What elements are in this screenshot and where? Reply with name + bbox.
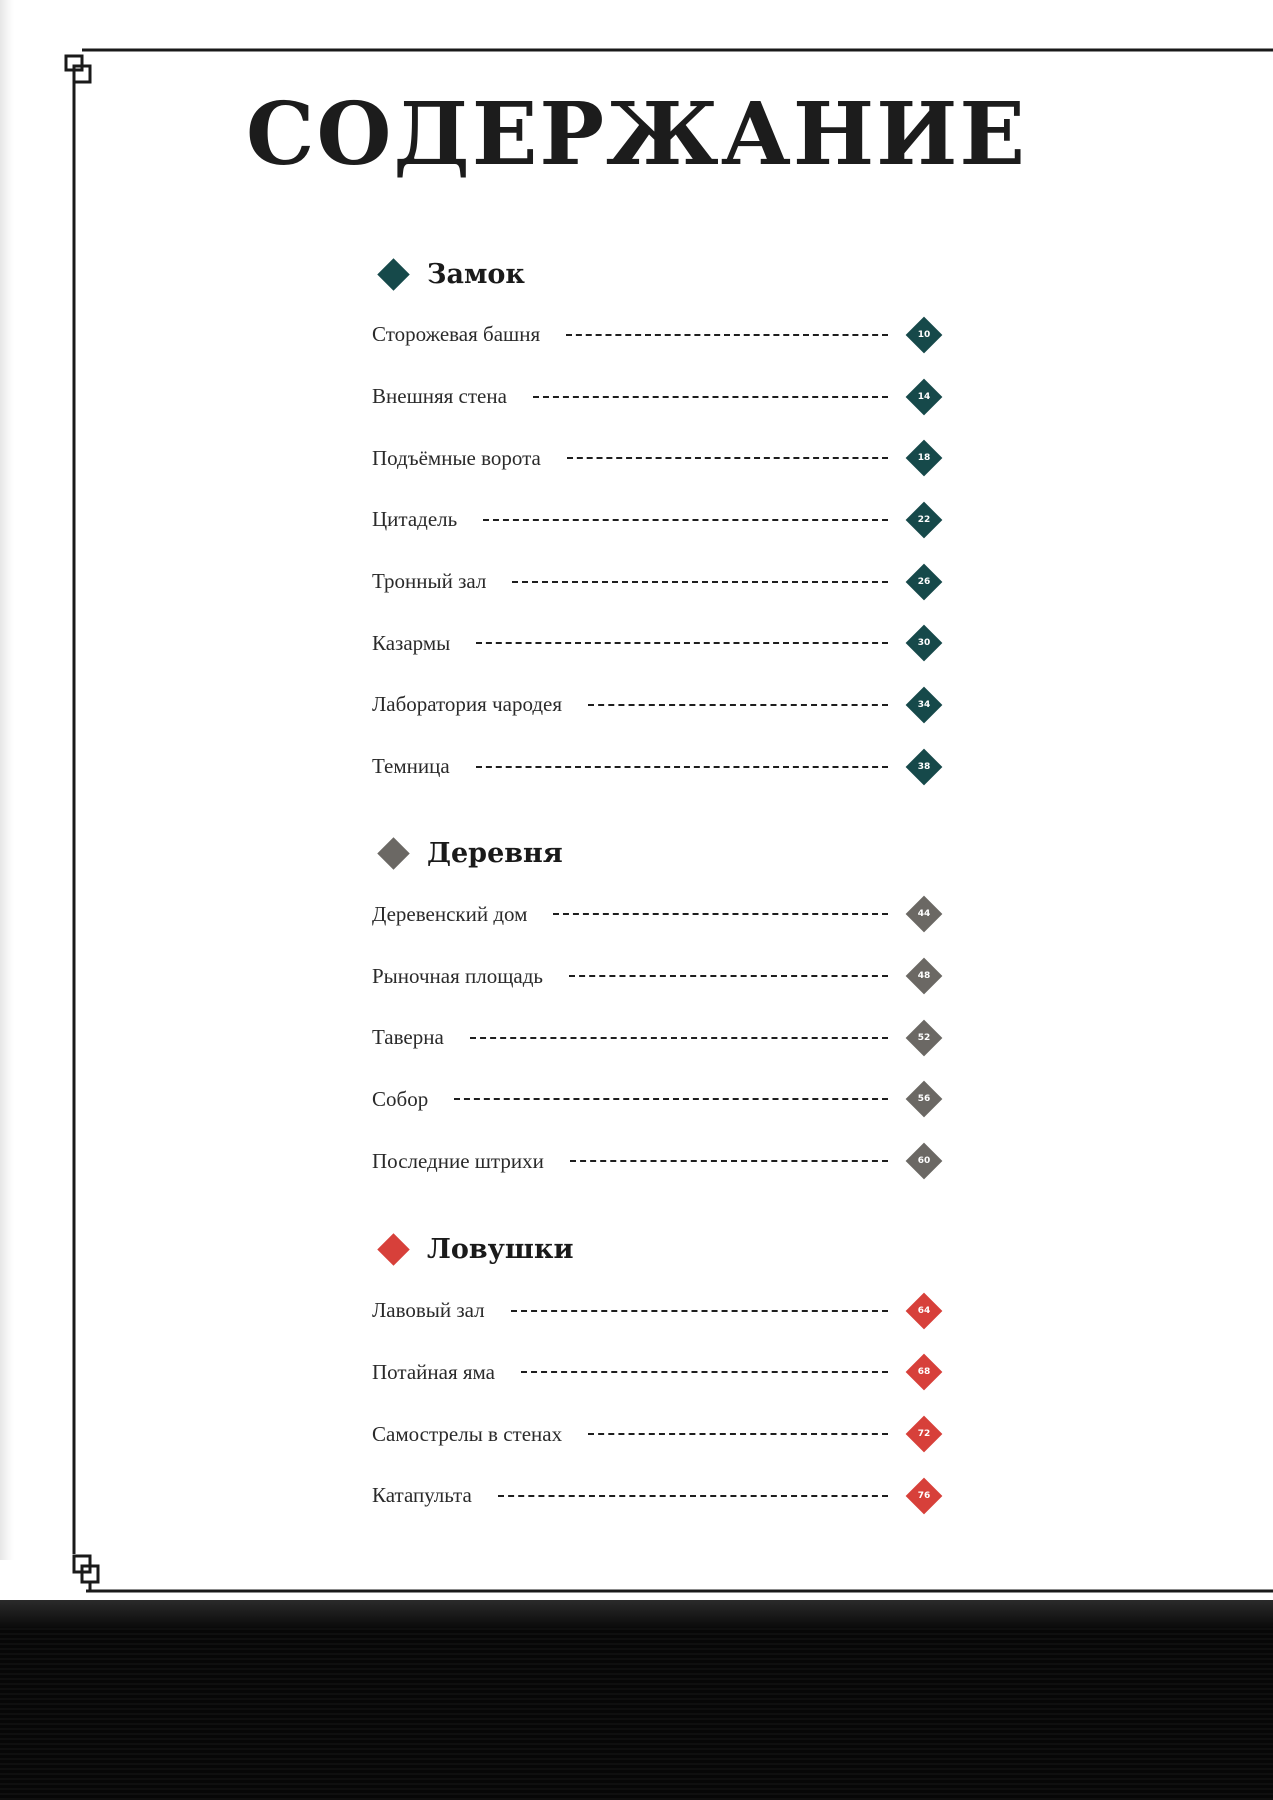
frame-corner-icon xyxy=(74,1556,98,1591)
table-of-contents xyxy=(372,244,952,1527)
entry-label: Рыночная площадь xyxy=(372,963,543,988)
page-number: 56 xyxy=(917,1094,931,1105)
page-number: 14 xyxy=(917,391,931,402)
page-number-badge xyxy=(902,1016,946,1060)
toc-entry[interactable] xyxy=(372,427,952,489)
dashed-leader xyxy=(570,1160,888,1162)
page-number-badge xyxy=(902,560,946,604)
dashed-leader xyxy=(476,642,888,644)
dashed-leader xyxy=(498,1495,888,1497)
frame-corner-icon xyxy=(66,50,90,82)
page-number-badge xyxy=(902,436,946,480)
toc-entry[interactable] xyxy=(372,1130,952,1192)
entry-label: Тронный зал xyxy=(372,569,487,594)
entry-label: Казармы xyxy=(372,630,451,655)
dashed-leader xyxy=(511,1310,888,1312)
entry-label: Катапульта xyxy=(372,1483,472,1508)
entry-label: Внешняя стена xyxy=(372,384,507,409)
page-number: 44 xyxy=(917,909,931,920)
toc-entry[interactable] xyxy=(372,304,952,366)
page-number: 34 xyxy=(917,699,931,710)
page-number-badge xyxy=(902,621,946,665)
toc-entry[interactable] xyxy=(372,1403,952,1465)
page-number: 52 xyxy=(917,1032,931,1043)
toc-entry[interactable] xyxy=(372,945,952,1007)
page-number-badge xyxy=(902,892,946,936)
page-number-badge xyxy=(902,683,946,727)
dashed-leader xyxy=(533,396,888,398)
section-title: Замок xyxy=(427,258,525,290)
dashed-leader xyxy=(454,1098,888,1100)
scan-dark-band xyxy=(0,1600,1273,1800)
page-number: 76 xyxy=(917,1490,931,1501)
diamond-icon xyxy=(377,1234,410,1267)
page-number-badge xyxy=(902,1412,946,1456)
toc-entry[interactable] xyxy=(372,884,952,946)
toc-entry[interactable] xyxy=(372,736,952,798)
entry-label: Подъёмные ворота xyxy=(372,445,541,470)
page-number: 68 xyxy=(917,1367,931,1378)
dashed-leader xyxy=(521,1371,888,1373)
dashed-leader xyxy=(476,766,888,768)
toc-entry[interactable] xyxy=(372,674,952,736)
page-number-badge xyxy=(902,375,946,419)
entry-label: Деревенский дом xyxy=(372,901,528,926)
page-number-badge xyxy=(902,1139,946,1183)
page-number-badge xyxy=(902,1350,946,1394)
page-number: 30 xyxy=(917,638,931,649)
page-number: 72 xyxy=(917,1429,931,1440)
entry-label: Лаборатория чародея xyxy=(372,692,563,717)
dashed-leader xyxy=(566,334,888,336)
dashed-leader xyxy=(588,704,888,706)
page-number: 38 xyxy=(917,761,931,772)
page-number-badge xyxy=(902,313,946,357)
page-number: 64 xyxy=(917,1305,931,1316)
dashed-leader xyxy=(553,913,888,915)
dashed-leader xyxy=(470,1037,888,1039)
page-number: 26 xyxy=(917,576,931,587)
toc-entry[interactable] xyxy=(372,612,952,674)
page-number-badge xyxy=(902,1474,946,1518)
section-header xyxy=(372,1220,952,1280)
toc-entry[interactable] xyxy=(372,1007,952,1069)
page-number-badge xyxy=(902,1289,946,1333)
page-number: 48 xyxy=(917,971,931,982)
diamond-icon xyxy=(377,837,410,870)
dashed-leader xyxy=(512,581,888,583)
entry-label: Таверна xyxy=(372,1025,444,1050)
page-number-badge xyxy=(902,1077,946,1121)
entry-label: Сторожевая башня xyxy=(372,322,541,347)
page-number: 60 xyxy=(917,1156,931,1167)
dashed-leader xyxy=(588,1433,888,1435)
page-number: 18 xyxy=(917,453,931,464)
section-title: Ловушки xyxy=(427,1234,574,1266)
entry-label: Самострелы в стенах xyxy=(372,1421,563,1446)
toc-entry[interactable] xyxy=(372,1465,952,1527)
page-number: 22 xyxy=(917,514,931,525)
toc-entry[interactable] xyxy=(372,1280,952,1342)
page-number: 10 xyxy=(917,329,931,340)
page-number-badge xyxy=(902,745,946,789)
section-header xyxy=(372,244,952,304)
entry-label: Последние штрихи xyxy=(372,1148,544,1173)
toc-section xyxy=(372,824,952,1192)
toc-entry[interactable] xyxy=(372,1342,952,1404)
dashed-leader xyxy=(483,519,888,521)
entry-label: Потайная яма xyxy=(372,1359,495,1384)
entry-label: Темница xyxy=(372,754,450,779)
page-number-badge xyxy=(902,498,946,542)
diamond-icon xyxy=(377,258,410,291)
entry-label: Собор xyxy=(372,1086,429,1111)
toc-entry[interactable] xyxy=(372,1069,952,1131)
toc-section xyxy=(372,244,952,798)
section-title: Деревня xyxy=(427,838,563,869)
dashed-leader xyxy=(569,975,888,977)
dashed-leader xyxy=(567,457,888,459)
toc-entry[interactable] xyxy=(372,366,952,428)
page-number-badge xyxy=(902,954,946,998)
page-title: СОДЕРЖАНИЕ xyxy=(246,84,1027,185)
section-header xyxy=(372,824,952,884)
toc-entry[interactable] xyxy=(372,489,952,551)
entry-label: Лавовый зал xyxy=(372,1298,485,1323)
toc-entry[interactable] xyxy=(372,551,952,613)
entry-label: Цитадель xyxy=(372,507,458,532)
toc-section xyxy=(372,1220,952,1527)
